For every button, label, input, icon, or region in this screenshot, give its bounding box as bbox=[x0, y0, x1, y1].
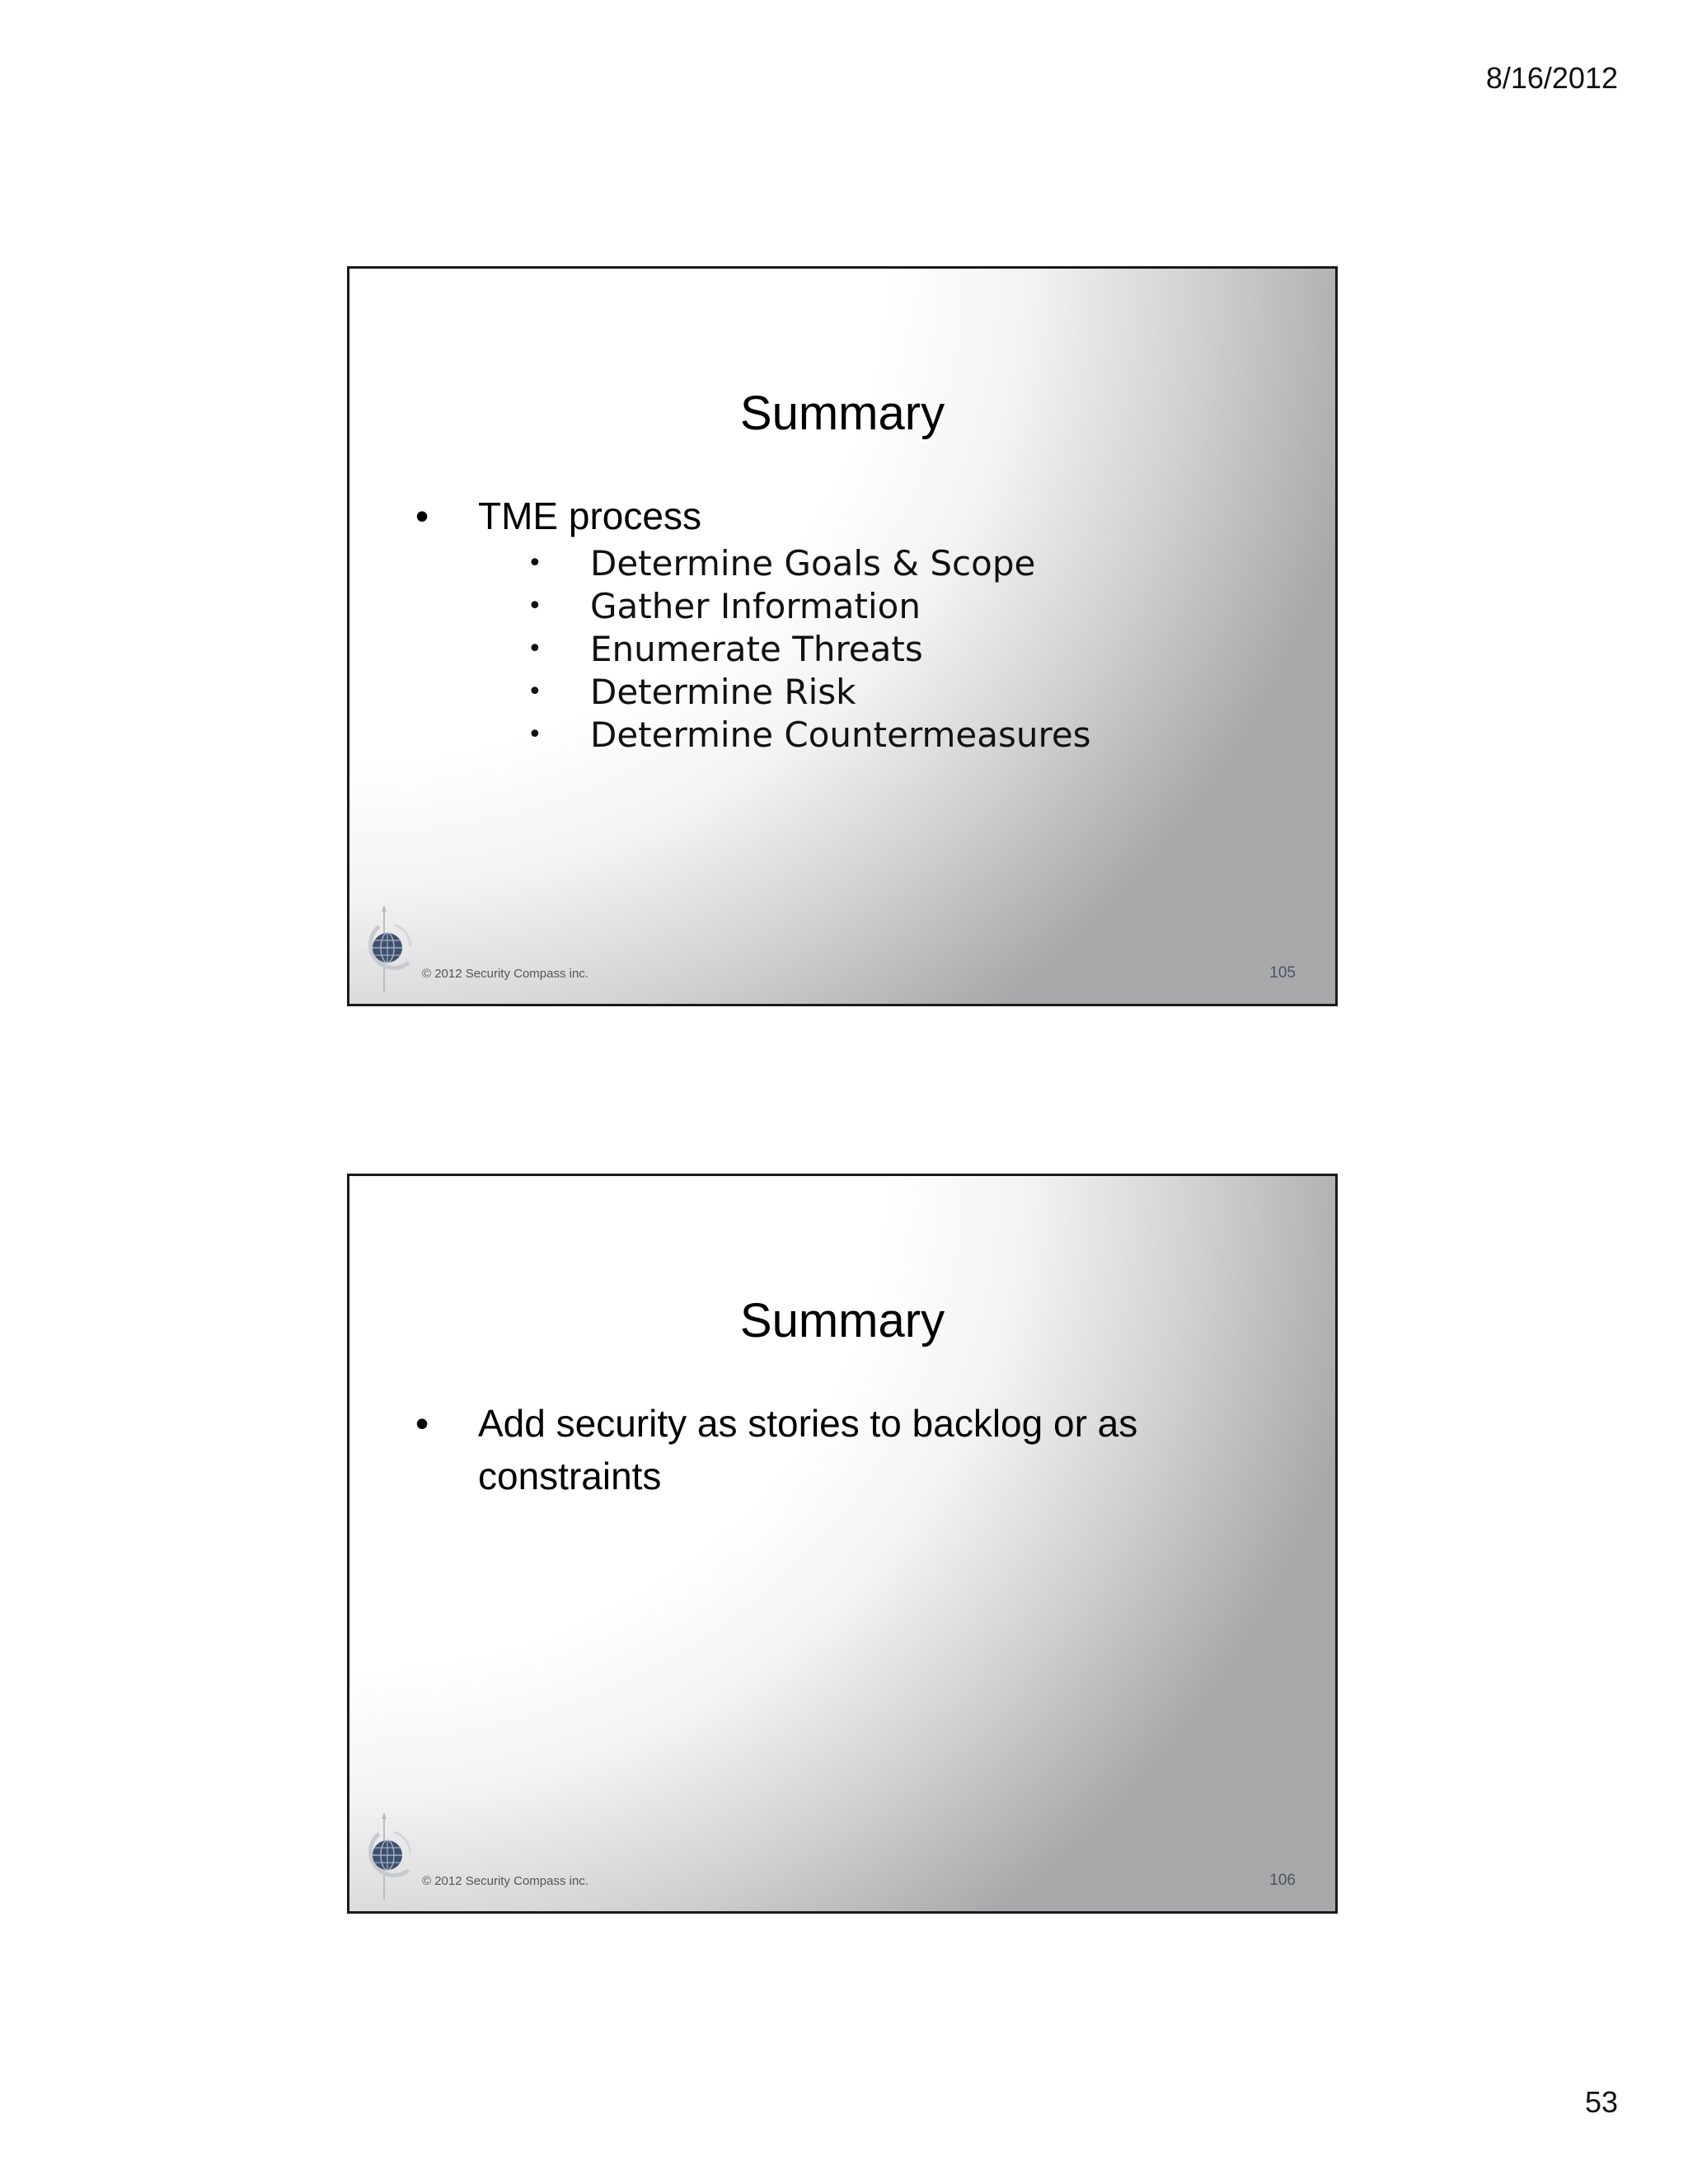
bullet-text: Add security as stories to backlog or as constraints bbox=[478, 1402, 1138, 1497]
sub-bullet-text: Gather Information bbox=[590, 586, 921, 626]
sub-bullet-list bbox=[478, 542, 1269, 757]
slide-title: Summary bbox=[739, 387, 945, 440]
compass-globe-logo-icon bbox=[361, 1812, 415, 1903]
sub-bullet-icon: • bbox=[528, 677, 542, 706]
slide-number: 106 bbox=[1269, 1872, 1296, 1889]
sub-bullet-item bbox=[478, 628, 1269, 671]
bullet-text: TME process bbox=[478, 494, 701, 537]
bullet-icon: • bbox=[415, 1402, 429, 1445]
compass-globe-logo-icon bbox=[361, 905, 415, 996]
sub-bullet-icon: • bbox=[528, 720, 542, 749]
sub-bullet-text: Determine Risk bbox=[590, 672, 856, 712]
bullet-icon: • bbox=[415, 494, 429, 537]
sub-bullet-text: Determine Goals & Scope bbox=[590, 543, 1036, 583]
page-number: 53 bbox=[1584, 2085, 1618, 2119]
copyright-text: © 2012 Security Compass inc. bbox=[422, 967, 588, 981]
sub-bullet-icon: • bbox=[528, 592, 542, 621]
bullet-list bbox=[415, 1397, 1187, 1502]
sub-bullet-item bbox=[478, 671, 1269, 714]
slide-footer bbox=[349, 1812, 1335, 1911]
slide-106 bbox=[347, 1174, 1338, 1914]
bullet-list bbox=[415, 490, 1269, 757]
sub-bullet-text: Enumerate Threats bbox=[590, 629, 923, 669]
page-date: 8/16/2012 bbox=[1485, 61, 1618, 95]
sub-bullet-text: Determine Countermeasures bbox=[590, 715, 1091, 755]
copyright-text: © 2012 Security Compass inc. bbox=[422, 1874, 588, 1888]
sub-bullet-item bbox=[478, 542, 1269, 585]
slide-105 bbox=[347, 266, 1338, 1006]
slide-footer bbox=[349, 905, 1335, 1004]
sub-bullet-item bbox=[478, 714, 1269, 757]
slide-number: 105 bbox=[1269, 964, 1296, 982]
sub-bullet-icon: • bbox=[528, 635, 542, 663]
bullet-item bbox=[415, 490, 1269, 757]
bullet-item bbox=[415, 1397, 1187, 1502]
sub-bullet-item bbox=[478, 585, 1269, 628]
slide-title: Summary bbox=[739, 1294, 945, 1347]
sub-bullet-icon: • bbox=[528, 549, 542, 578]
